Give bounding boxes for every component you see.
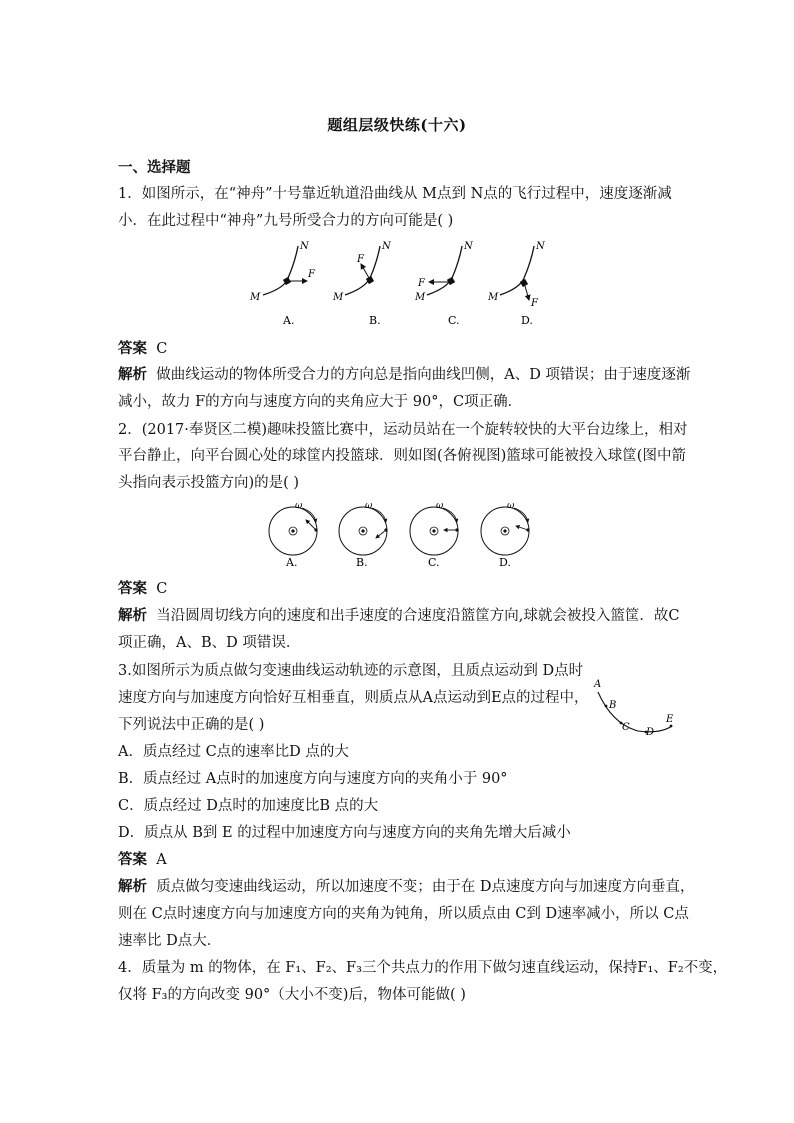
analysis-text: 做曲线运动的物体所受合力的方向总是指向曲线凹侧，A、D 项错误；由于速度逐渐 bbox=[156, 367, 691, 383]
q2-figure-a bbox=[269, 501, 318, 569]
q2-figure-b bbox=[339, 501, 388, 569]
page-title: 题组层级快练(十六) bbox=[327, 116, 467, 134]
q3-text-line1: 3.如图所示为质点做匀变速曲线运动轨迹的示意图，且质点运动到 D点时 bbox=[118, 663, 584, 679]
q1-figure bbox=[245, 240, 555, 332]
q2-figure-c bbox=[410, 501, 459, 569]
q1-label-m: M bbox=[415, 292, 426, 303]
q2-figure bbox=[262, 500, 542, 570]
q1-analysis-line2: 减小，故力 F的方向与速度方向的夹角应大于 90°，C项正确． bbox=[118, 394, 523, 410]
q2-option-label: C. bbox=[428, 556, 440, 569]
q1-label-m: M bbox=[488, 292, 499, 303]
answer-value: C bbox=[156, 581, 168, 597]
q1-label-f: F bbox=[418, 278, 425, 289]
q1-option-label: C. bbox=[448, 314, 460, 327]
q1-text-line1: 1．如图所示，在“神舟”十号靠近轨道沿曲线从 M点到 N点的飞行过程中，速度逐渐减 bbox=[118, 186, 672, 202]
analysis-label: 解析 bbox=[118, 366, 147, 383]
q1-figure-c bbox=[414, 241, 474, 327]
analysis-text: 当沿圆周切线方向的速度和出手速度的合速度沿篮筐方向,球就会被投入篮筐．故C bbox=[156, 608, 680, 624]
omega-label: ω bbox=[436, 501, 444, 511]
answer-label: 答案 bbox=[118, 340, 147, 357]
q1-label-n: N bbox=[382, 241, 391, 252]
q3-point-a: A bbox=[594, 679, 602, 690]
q3-point-c: C bbox=[622, 722, 630, 733]
section-heading: 一、选择题 bbox=[118, 159, 191, 176]
analysis-label: 解析 bbox=[118, 607, 147, 624]
q1-label-n: N bbox=[536, 241, 545, 252]
q2-text-line2: 平台静止，向平台圆心处的球筐内投篮球．则如图(各俯视图)篮球可能被投入球筐(图中箭 bbox=[118, 448, 686, 464]
q2-option-label: D. bbox=[499, 556, 511, 569]
q3-point-b: B bbox=[609, 700, 617, 711]
q3-analysis-line2: 则在 C点时速度方向与加速度方向的夹角为钝角，所以质点由 C到 D速率减小，所以 C点 bbox=[118, 906, 689, 922]
answer-value: A bbox=[156, 852, 167, 868]
q3-option-a: A．质点经过 C点的速率比D 点的大 bbox=[118, 744, 349, 760]
q1-label-f: F bbox=[531, 298, 538, 309]
q1-option-label: D. bbox=[521, 314, 533, 327]
q2-answer bbox=[118, 579, 167, 599]
q1-label-m: M bbox=[333, 292, 344, 303]
q1-label-n: N bbox=[300, 241, 309, 252]
q2-text-line3: 头指向表示投篮方向)的是( ) bbox=[118, 475, 300, 491]
q2-figure-d bbox=[481, 501, 530, 569]
q3-text-line2: 速度方向与加速度方向恰好互相垂直，则质点从A点运动到E点的过程中， bbox=[118, 690, 589, 706]
analysis-text: 质点做匀变速曲线运动，所以加速度不变；由于在 D点速度方向与加速度方向垂直， bbox=[156, 879, 695, 895]
q3-option-b: B．质点经过 A点时的加速度方向与速度方向的夹角小于 90° bbox=[118, 771, 508, 787]
q3-analysis-line3: 速率比 D点大． bbox=[118, 933, 222, 949]
q1-label-f: F bbox=[308, 269, 315, 280]
answer-label: 答案 bbox=[118, 851, 147, 868]
q3-answer bbox=[118, 850, 167, 870]
q3-point-e: E bbox=[666, 714, 674, 725]
q4-text-line2: 仅将 F₃的方向改变 90°（大小不变)后，物体可能做( ) bbox=[118, 987, 466, 1003]
q3-text-line3: 下列说法中正确的是( ) bbox=[118, 717, 265, 733]
q2-option-label: B. bbox=[356, 556, 368, 569]
analysis-label: 解析 bbox=[118, 878, 147, 895]
q1-text-line2: 小．在此过程中“神舟”九号所受合力的方向可能是( ) bbox=[118, 213, 454, 229]
q1-figure-b bbox=[332, 241, 392, 327]
answer-label: 答案 bbox=[118, 580, 147, 597]
q3-point-d: D bbox=[646, 727, 655, 738]
q2-analysis-line1 bbox=[118, 606, 679, 626]
q1-figure-a bbox=[249, 241, 316, 327]
omega-label: ω bbox=[507, 501, 515, 511]
q3-analysis-line1 bbox=[118, 877, 694, 897]
q3-option-c: C．质点经过 D点时的加速度比B 点的大 bbox=[118, 798, 379, 814]
omega-label: ω bbox=[295, 501, 303, 511]
q1-figure-d bbox=[487, 241, 546, 327]
q1-label-n: N bbox=[464, 241, 473, 252]
q4-text-line1: 4．质量为 m 的物体，在 F₁、F₂、F₃三个共点力的作用下做匀速直线运动，保持F₁、F₂不变， bbox=[118, 960, 728, 976]
q1-analysis-line1 bbox=[118, 365, 690, 385]
q1-option-label: A. bbox=[283, 314, 295, 327]
q1-answer bbox=[118, 339, 167, 359]
q1-option-label: B. bbox=[369, 314, 381, 327]
answer-value: C bbox=[156, 341, 168, 357]
q1-label-m: M bbox=[250, 292, 261, 303]
q2-text-line1: 2．(2017·奉贤区二模)趣味投篮比赛中，运动员站在一个旋转较快的大平台边缘上，相对 bbox=[118, 422, 688, 438]
q1-label-f: F bbox=[357, 254, 364, 265]
q2-analysis-line2: 项正确，A、B、D 项错误． bbox=[118, 635, 301, 651]
q2-option-label: A. bbox=[286, 556, 298, 569]
omega-label: ω bbox=[365, 501, 373, 511]
q3-option-d: D．质点从 B到 E 的过程中加速度方向与速度方向的夹角先增大后减小 bbox=[118, 825, 571, 841]
q3-figure bbox=[588, 676, 688, 742]
